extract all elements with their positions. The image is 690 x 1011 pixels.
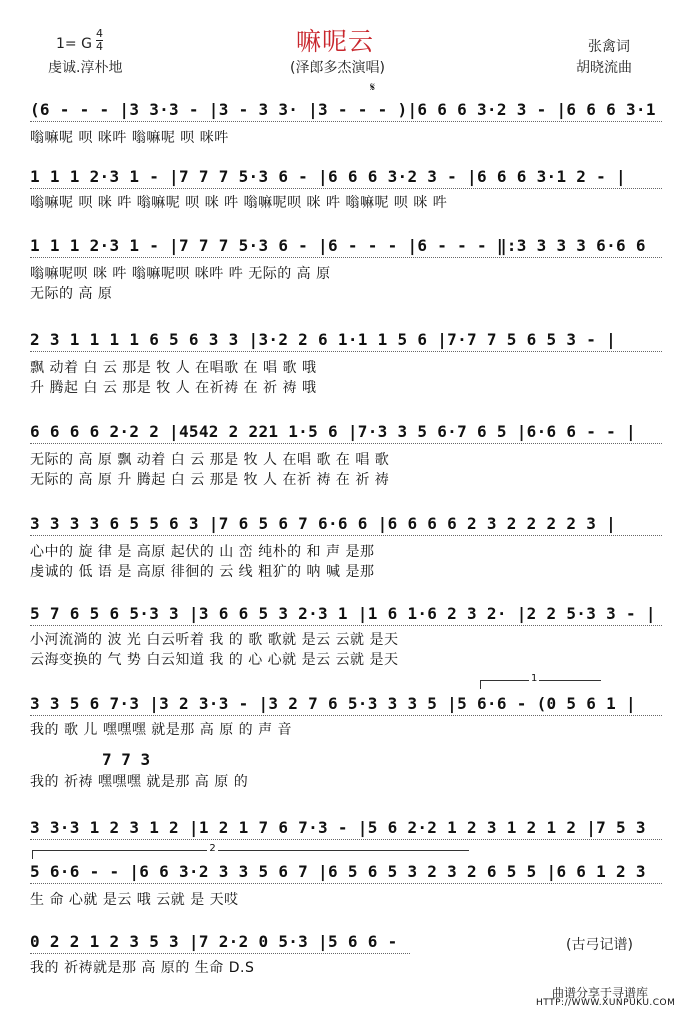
footer-text: 曲谱分享于寻谱库 (552, 986, 649, 1000)
notation-line: 1 1 1 2·3 1 - |7 7 7 5·3 6 - |6 6 6 3·2 3 - |6 6 6 3·1 2 - | (30, 163, 662, 191)
notation-line: 2 3 1 1 1 1 6 5 6 3 3 |3·2 2 6 1·1 1 5 6 |7·7 7 5 6 5 3 - | (30, 326, 662, 354)
notation-line: 3 3 5 6 7·3 |3 2 3·3 - |3 2 7 6 5·3 3 3 5 |5 6·6 - (0 5 6 1 | (30, 690, 662, 718)
lyric-line: 嗡嘛呢 呗 咪 吽 嗡嘛呢 呗 咪 吽 嗡嘛呢呗 咪 吽 嗡嘛呢 呗 咪 吽 (30, 195, 448, 211)
notation-line: 3 3 3 3 6 5 5 6 3 |7 6 5 6 7 6·6 6 |6 6 6 6 2 3 2 2 2 2 3 | (30, 510, 662, 538)
lyric-line: 升 腾起 白 云 那是 牧 人 在祈祷 在 祈 祷 哦 (30, 380, 317, 396)
notation-line: 1 1 1 2·3 1 - |7 7 7 5·3 6 - |6 - - - |6 - - - ‖:3 3 3 3 6·6 6 (30, 232, 662, 260)
lyricist: 张禽词 (588, 39, 630, 55)
lyric-line: 无际的 高 原 升 腾起 白 云 那是 牧 人 在祈 祷 在 祈 祷 (30, 472, 390, 488)
time-signature-bottom: 4 (96, 40, 103, 53)
notation-line: (6 - - - |3 3·3 - |3 - 3 3· |3 - - - )|6 6 6 3·2 3 - |6 6 6 3·1 (30, 96, 662, 124)
composer: 胡晓流曲 (576, 60, 632, 76)
footer-url: HTTP://WWW.XUNPUKU.COM (536, 998, 676, 1008)
notation-line: 6 6 6 6 2·2 2 |4542 2 221 1·5 6 |7·3 3 5 6·7 6 5 |6·6 6 - - | (30, 418, 662, 446)
volta-bracket-2: 2 (32, 850, 469, 859)
mood-marking: 虔诚.淳朴地 (48, 60, 123, 76)
lyric-line: 小河流淌的 波 光 白云听着 我 的 歌 歌就 是云 云就 是天 (30, 632, 399, 648)
notation-line: 5 6·6 - - |6 6 3·2 3 3 5 6 7 |6 5 6 5 3 2 3 2 6 5 5 |6 6 1 2 3 (30, 858, 662, 886)
lyric-line: 生 命 心就 是云 哦 云就 是 天哎 (30, 892, 239, 908)
lyric-line: 心中的 旋 律 是 高原 起伏的 山 峦 纯朴的 和 声 是那 (30, 544, 375, 560)
lyric-line: 虔诚的 低 语 是 高原 徘徊的 云 线 粗犷的 呐 喊 是那 (30, 564, 375, 580)
time-signature-top: 4 (96, 27, 103, 40)
notation-line: 0 2 2 1 2 3 5 3 |7 2·2 0 5·3 |5 6 6 - (30, 928, 410, 956)
song-title: 嘛呢云 (296, 27, 375, 56)
lyric-line: 无际的 高 原 (30, 286, 113, 302)
lyric-line: 嗡嘛呢 呗 咪吽 嗡嘛呢 呗 咪吽 (30, 130, 229, 146)
notation-line: 3 3·3 1 2 3 1 2 |1 2 1 7 6 7·3 - |5 6 2·2 1 2 3 1 2 1 2 |7 5 3 (30, 814, 662, 842)
source-note: (古弓记谱) (566, 937, 633, 953)
lyric-line: 我的 祈祷就是那 高 原的 生命 D.S (30, 960, 255, 976)
lyric-line: 嗡嘛呢呗 咪 吽 嗡嘛呢呗 咪吽 吽 无际的 高 原 (30, 266, 331, 282)
performer: (泽郎多杰演唱) (290, 60, 385, 76)
segno-sign: 𝄋 (370, 80, 376, 94)
lyric-line: 我的 歌 儿 嘿嘿嘿 就是那 高 原 的 声 音 (30, 722, 293, 738)
lyric-line: 云海变换的 气 势 白云知道 我 的 心 心就 是云 云就 是天 (30, 652, 399, 668)
lyric-line: 飘 动着 白 云 那是 牧 人 在唱歌 在 唱 歌 哦 (30, 360, 317, 376)
alternate-notes: 7 7 3 (102, 750, 151, 769)
lyric-line: 无际的 高 原 飘 动着 白 云 那是 牧 人 在唱 歌 在 唱 歌 (30, 452, 390, 468)
key-signature: 1= G (56, 36, 92, 52)
volta-bracket-1: 1 (480, 680, 601, 689)
lyric-line: 我的 祈祷 嘿嘿嘿 就是那 高 原 的 (30, 774, 249, 790)
notation-line: 5 7 6 5 6 5·3 3 |3 6 6 5 3 2·3 1 |1 6 1·6 2 3 2· |2 2 5·3 3 - | (30, 600, 662, 628)
